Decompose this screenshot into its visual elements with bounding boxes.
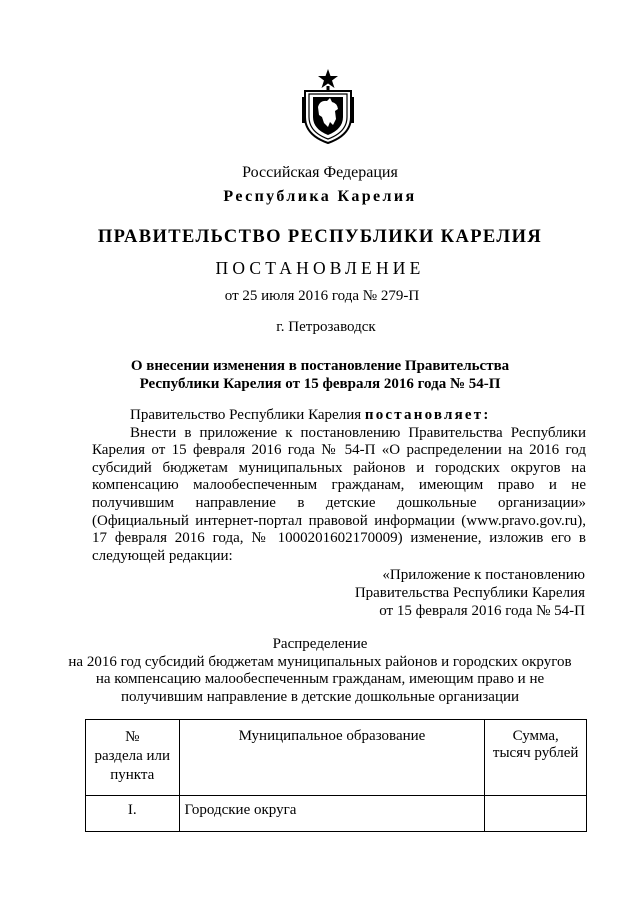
intro-verb: постановляет: (364, 407, 491, 423)
document-title (0, 357, 640, 393)
header-text: тысяч рублей (492, 745, 579, 761)
appendix-reference (355, 566, 585, 620)
distribution-heading (0, 636, 640, 706)
government-heading: ПРАВИТЕЛЬСТВО РЕСПУБЛИКИ КАРЕЛИЯ (97, 227, 543, 247)
decree-type-heading: ПОСТАНОВЛЕНИЕ (215, 258, 425, 278)
distribution-table (85, 719, 587, 832)
header-text: раздела или (94, 748, 171, 764)
header-section-number (86, 720, 180, 796)
appendix-line: «Приложение к постановлению (382, 567, 585, 583)
distribution-line: Распределение (272, 636, 368, 652)
appendix-line: Правительства Республики Карелия (354, 585, 585, 601)
table-row (86, 796, 587, 832)
decree-date: от 25 июля 2016 года № 279-П (224, 288, 420, 304)
header-text: Сумма, (512, 728, 559, 744)
decree-city: г. Петрозаводск (276, 319, 376, 335)
header-text: пункта (110, 767, 155, 783)
intro-subject: Правительство Республики Карелия (130, 407, 362, 423)
header-text: № (125, 729, 140, 745)
distribution-line: на 2016 год субсидий бюджетам муниципальных районов и городских округов (68, 653, 572, 670)
distribution-line: на компенсацию малообеспеченным гражданам, имеющим право и не (95, 671, 545, 687)
row-municipality: Городские округа (179, 796, 485, 832)
distribution-line: получившим направление в детские дошкольные организации (120, 688, 520, 705)
intro-paragraph (92, 407, 586, 425)
header-municipality: Муниципальное образование (179, 720, 485, 796)
header-amount (485, 720, 587, 796)
appendix-line: от 15 февраля 2016 года № 54-П (379, 603, 585, 619)
karelia-emblem-icon (300, 67, 356, 145)
republic-line: Республика Карелия (223, 188, 417, 205)
document-title-line: О внесении изменения в постановление Правительства (130, 358, 510, 374)
document-body (92, 407, 586, 565)
main-paragraph: Внести в приложение к постановлению Правительства Республики Карелия от 15 февраля 2016 года № 54-П «О распределении на 2016 год субсидий бюджетам муниципальных районов и городских округов на компенсацию малообеспеченным гражданам, имеющим право и не получившим направление в детские дошкольные организации» (Официальный интернет-портал правовой информации (www.pravo.gov.ru), 17 февраля 2016 года, № 1000201602170009) изменение, изложив его в следующей редакции: (92, 424, 586, 564)
row-amount (485, 796, 587, 832)
federation-line: Российская Федерация (242, 164, 398, 181)
row-number: I. (86, 796, 180, 832)
table-header-row (86, 720, 587, 796)
document-title-line: Республики Карелия от 15 февраля 2016 года № 54-П (139, 376, 501, 392)
